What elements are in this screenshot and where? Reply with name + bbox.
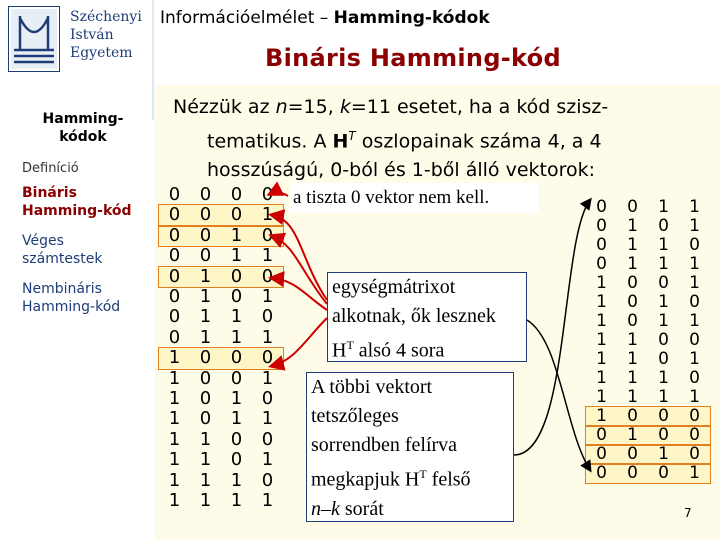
para-t: T xyxy=(348,129,356,143)
nav-item-binaris[interactable]: Bináris Hamming-kód xyxy=(22,185,132,219)
matrix-cell: 1 xyxy=(596,349,607,369)
vector-row xyxy=(159,430,283,450)
ht-row xyxy=(586,236,710,255)
matrix-cell: 0 xyxy=(658,425,669,445)
callout-zero-vector: a tiszta 0 vektor nem kell. xyxy=(289,183,539,213)
matrix-cell: 0 xyxy=(230,204,243,226)
matrix-cell: 0 xyxy=(230,184,243,205)
callout-h: H xyxy=(332,339,347,362)
ht-row xyxy=(586,217,710,236)
matrix-cell: 0 xyxy=(596,216,607,236)
matrix-cell: 0 xyxy=(658,330,669,350)
matrix-cell: 0 xyxy=(658,463,669,483)
matrix-cell: 0 xyxy=(168,245,181,267)
matrix-cell: 1 xyxy=(199,428,212,450)
matrix-cell: 1 xyxy=(689,273,700,293)
ht-row xyxy=(586,407,710,426)
matrix-cell: 1 xyxy=(689,216,700,236)
matrix-cell: 0 xyxy=(261,184,274,205)
matrix-cell: 1 xyxy=(230,306,243,328)
matrix-cell: 0 xyxy=(689,368,700,388)
vector-row xyxy=(159,267,283,287)
matrix-cell: 0 xyxy=(168,184,181,205)
vector-row xyxy=(159,348,283,368)
matrix-cell: 1 xyxy=(658,368,669,388)
vector-row xyxy=(159,226,283,246)
matrix-cell: 1 xyxy=(168,490,181,512)
vector-row xyxy=(159,185,283,205)
matrix-cell: 0 xyxy=(199,224,212,246)
matrix-cell: 0 xyxy=(199,408,212,430)
callout-text: tetszőleges xyxy=(311,405,399,427)
matrix-cell: 0 xyxy=(261,388,274,410)
matrix-cell: 1 xyxy=(658,444,669,464)
matrix-cell: 1 xyxy=(627,349,638,369)
vector-row xyxy=(159,205,283,225)
matrix-cell: 1 xyxy=(658,235,669,255)
para-text: oszlopainak száma 4, a 4 xyxy=(355,130,602,153)
matrix-cell: 1 xyxy=(168,408,181,430)
para-text: tematikus. A xyxy=(207,130,333,153)
vector-row xyxy=(159,450,283,470)
matrix-cell: 1 xyxy=(230,408,243,430)
course-prefix: Információelmélet – xyxy=(160,8,334,28)
matrix-cell: 0 xyxy=(199,204,212,226)
nav-item-nembinaris[interactable]: Nembináris Hamming-kód xyxy=(22,281,121,315)
matrix-cell: 0 xyxy=(168,306,181,328)
matrix-cell: 0 xyxy=(689,444,700,464)
matrix-cell: 1 xyxy=(689,254,700,274)
matrix-cell: 0 xyxy=(168,204,181,226)
matrix-cell: 1 xyxy=(627,254,638,274)
matrix-cell: 1 xyxy=(627,235,638,255)
matrix-cell: 1 xyxy=(230,245,243,267)
matrix-cell: 1 xyxy=(199,286,212,308)
para-line-3: hosszúságú, 0-ból és 1-ből álló vektorok: xyxy=(207,159,596,182)
nav-item-hamming-kodok[interactable]: Hamming-kódok xyxy=(42,111,124,145)
left-sidebar xyxy=(0,0,155,540)
matrix-cell: 0 xyxy=(168,326,181,348)
matrix-cell: 0 xyxy=(689,425,700,445)
matrix-cell: 0 xyxy=(596,444,607,464)
matrix-cell: 1 xyxy=(168,449,181,471)
callout-text: A többi vektort xyxy=(311,376,433,398)
ht-row xyxy=(586,445,710,464)
vector-row xyxy=(159,409,283,429)
vector-row xyxy=(159,389,283,409)
matrix-cell: 1 xyxy=(658,292,669,312)
matrix-cell: 1 xyxy=(596,311,607,331)
callout-text: sorát xyxy=(339,497,384,520)
matrix-cell: 0 xyxy=(168,224,181,246)
matrix-cell: 1 xyxy=(596,368,607,388)
matrix-cell: 1 xyxy=(230,469,243,491)
ht-row xyxy=(586,293,710,312)
matrix-cell: 0 xyxy=(199,388,212,410)
matrix-cell: 1 xyxy=(261,490,274,512)
matrix-cell: 1 xyxy=(168,347,181,369)
vector-row xyxy=(159,491,283,511)
matrix-cell: 0 xyxy=(658,349,669,369)
course-title xyxy=(160,8,490,28)
matrix-cell: 1 xyxy=(627,387,638,407)
ht-row xyxy=(586,274,710,293)
matrix-cell: 0 xyxy=(596,235,607,255)
ht-row xyxy=(586,331,710,350)
matrix-cell: 1 xyxy=(230,224,243,246)
matrix-cell: 0 xyxy=(199,184,212,205)
matrix-cell: 1 xyxy=(627,216,638,236)
matrix-cell: 0 xyxy=(230,428,243,450)
matrix-cell: 0 xyxy=(199,367,212,389)
matrix-cell: 0 xyxy=(261,224,274,246)
university-name xyxy=(70,8,142,62)
matrix-cell: 0 xyxy=(596,254,607,274)
matrix-cell: 0 xyxy=(658,273,669,293)
matrix-cell: 1 xyxy=(689,349,700,369)
vector-row xyxy=(159,471,283,491)
matrix-cell: 1 xyxy=(230,326,243,348)
university-line-2: István xyxy=(70,27,114,43)
matrix-cell: 0 xyxy=(230,367,243,389)
ht-row xyxy=(586,388,710,407)
matrix-cell: 0 xyxy=(627,444,638,464)
matrix-cell: 1 xyxy=(689,197,700,217)
matrix-cell: 1 xyxy=(199,469,212,491)
matrix-cell: 1 xyxy=(261,245,274,267)
matrix-cell: 1 xyxy=(627,330,638,350)
ht-row xyxy=(586,312,710,331)
matrix-cell: 0 xyxy=(261,306,274,328)
matrix-cell: 0 xyxy=(230,265,243,287)
para-text: =11 esetet, ha a kód szisz- xyxy=(350,96,609,118)
nav-item-definicio[interactable]: Definíció xyxy=(22,161,79,176)
ht-row xyxy=(586,464,710,483)
matrix-cell: 1 xyxy=(168,469,181,491)
para-k: k xyxy=(339,96,351,118)
callout-t: T xyxy=(346,338,354,352)
slide-title: Bináris Hamming-kód xyxy=(265,44,561,72)
matrix-cell: 1 xyxy=(658,254,669,274)
matrix-cell: 1 xyxy=(168,388,181,410)
matrix-cell: 1 xyxy=(199,490,212,512)
page-number: 7 xyxy=(684,506,692,520)
matrix-cell: 0 xyxy=(689,292,700,312)
matrix-cell: 0 xyxy=(627,463,638,483)
callout-n: n xyxy=(311,497,321,520)
matrix-cell: 1 xyxy=(689,311,700,331)
matrix-cell: 0 xyxy=(658,406,669,426)
para-text: =15, xyxy=(287,96,340,118)
matrix-cell: 1 xyxy=(168,367,181,389)
para-text: Nézzük az xyxy=(173,96,276,118)
matrix-cell: 0 xyxy=(596,463,607,483)
matrix-cell: 0 xyxy=(627,406,638,426)
ht-matrix xyxy=(586,198,710,483)
matrix-cell: 1 xyxy=(627,368,638,388)
callout-other-vectors xyxy=(306,372,514,522)
vector-row xyxy=(159,328,283,348)
ht-row xyxy=(586,369,710,388)
matrix-cell: 1 xyxy=(689,463,700,483)
matrix-cell: 1 xyxy=(596,292,607,312)
intro-paragraph xyxy=(173,93,713,185)
matrix-cell: 1 xyxy=(199,449,212,471)
callout-text: felső xyxy=(426,468,471,491)
para-n: n xyxy=(275,96,288,118)
callout-text: alkotnak, ők lesznek xyxy=(332,305,496,327)
university-logo xyxy=(8,6,60,72)
matrix-cell: 0 xyxy=(168,286,181,308)
callout-text: alsó 4 sora xyxy=(353,339,445,362)
callout-identity-matrix xyxy=(327,272,527,362)
matrix-cell: 1 xyxy=(596,387,607,407)
matrix-cell: 1 xyxy=(199,265,212,287)
matrix-cell: 0 xyxy=(596,197,607,217)
matrix-cell: 1 xyxy=(658,387,669,407)
matrix-cell: 0 xyxy=(199,245,212,267)
callout-k: k xyxy=(331,497,340,520)
nav-item-veges[interactable]: Véges számtestek xyxy=(22,233,103,267)
matrix-cell: 1 xyxy=(596,330,607,350)
matrix-cell: 0 xyxy=(689,235,700,255)
matrix-cell: 1 xyxy=(168,428,181,450)
callout-h: H xyxy=(404,468,420,491)
matrix-cell: 1 xyxy=(199,326,212,348)
matrix-cell: 0 xyxy=(658,216,669,236)
all-vectors-matrix xyxy=(159,185,283,512)
callout-text: megkapjuk xyxy=(311,468,405,491)
vector-row xyxy=(159,246,283,266)
matrix-cell: 0 xyxy=(627,292,638,312)
matrix-cell: 1 xyxy=(596,273,607,293)
ht-row xyxy=(586,350,710,369)
matrix-cell: 0 xyxy=(627,197,638,217)
matrix-cell: 1 xyxy=(689,387,700,407)
matrix-cell: 0 xyxy=(689,406,700,426)
matrix-cell: 1 xyxy=(261,367,274,389)
matrix-cell: 0 xyxy=(230,449,243,471)
matrix-cell: 1 xyxy=(230,490,243,512)
matrix-cell: 0 xyxy=(261,469,274,491)
ht-row xyxy=(586,426,710,445)
vector-row xyxy=(159,307,283,327)
matrix-cell: 1 xyxy=(596,406,607,426)
matrix-cell: 1 xyxy=(199,306,212,328)
matrix-cell: 1 xyxy=(627,425,638,445)
ht-row xyxy=(586,255,710,274)
matrix-cell: 0 xyxy=(627,273,638,293)
vector-row xyxy=(159,287,283,307)
matrix-cell: 1 xyxy=(261,326,274,348)
matrix-cell: 0 xyxy=(168,265,181,287)
matrix-cell: 1 xyxy=(261,408,274,430)
matrix-cell: 1 xyxy=(261,204,274,226)
matrix-cell: 1 xyxy=(230,388,243,410)
course-topic: Hamming-kódok xyxy=(333,8,490,28)
matrix-cell: 0 xyxy=(596,425,607,445)
matrix-cell: 0 xyxy=(261,347,274,369)
matrix-cell: 1 xyxy=(658,197,669,217)
university-line-1: Széchenyi xyxy=(70,9,142,25)
matrix-cell: 1 xyxy=(261,449,274,471)
matrix-cell: 0 xyxy=(627,311,638,331)
matrix-cell: 0 xyxy=(261,265,274,287)
callout-t: T xyxy=(419,467,427,481)
matrix-cell: 0 xyxy=(261,428,274,450)
matrix-cell: 0 xyxy=(230,286,243,308)
callout-text: sorrendben felírva xyxy=(311,434,458,456)
matrix-cell: 0 xyxy=(689,330,700,350)
vector-row xyxy=(159,369,283,389)
ht-row xyxy=(586,198,710,217)
matrix-cell: 0 xyxy=(199,347,212,369)
matrix-cell: 0 xyxy=(230,347,243,369)
callout-dash: – xyxy=(321,497,331,520)
para-h: H xyxy=(332,130,349,153)
callout-text: egységmátrixot xyxy=(332,276,456,298)
university-line-3: Egyetem xyxy=(70,45,133,61)
matrix-cell: 1 xyxy=(261,286,274,308)
header-divider xyxy=(152,0,154,120)
matrix-cell: 1 xyxy=(658,311,669,331)
